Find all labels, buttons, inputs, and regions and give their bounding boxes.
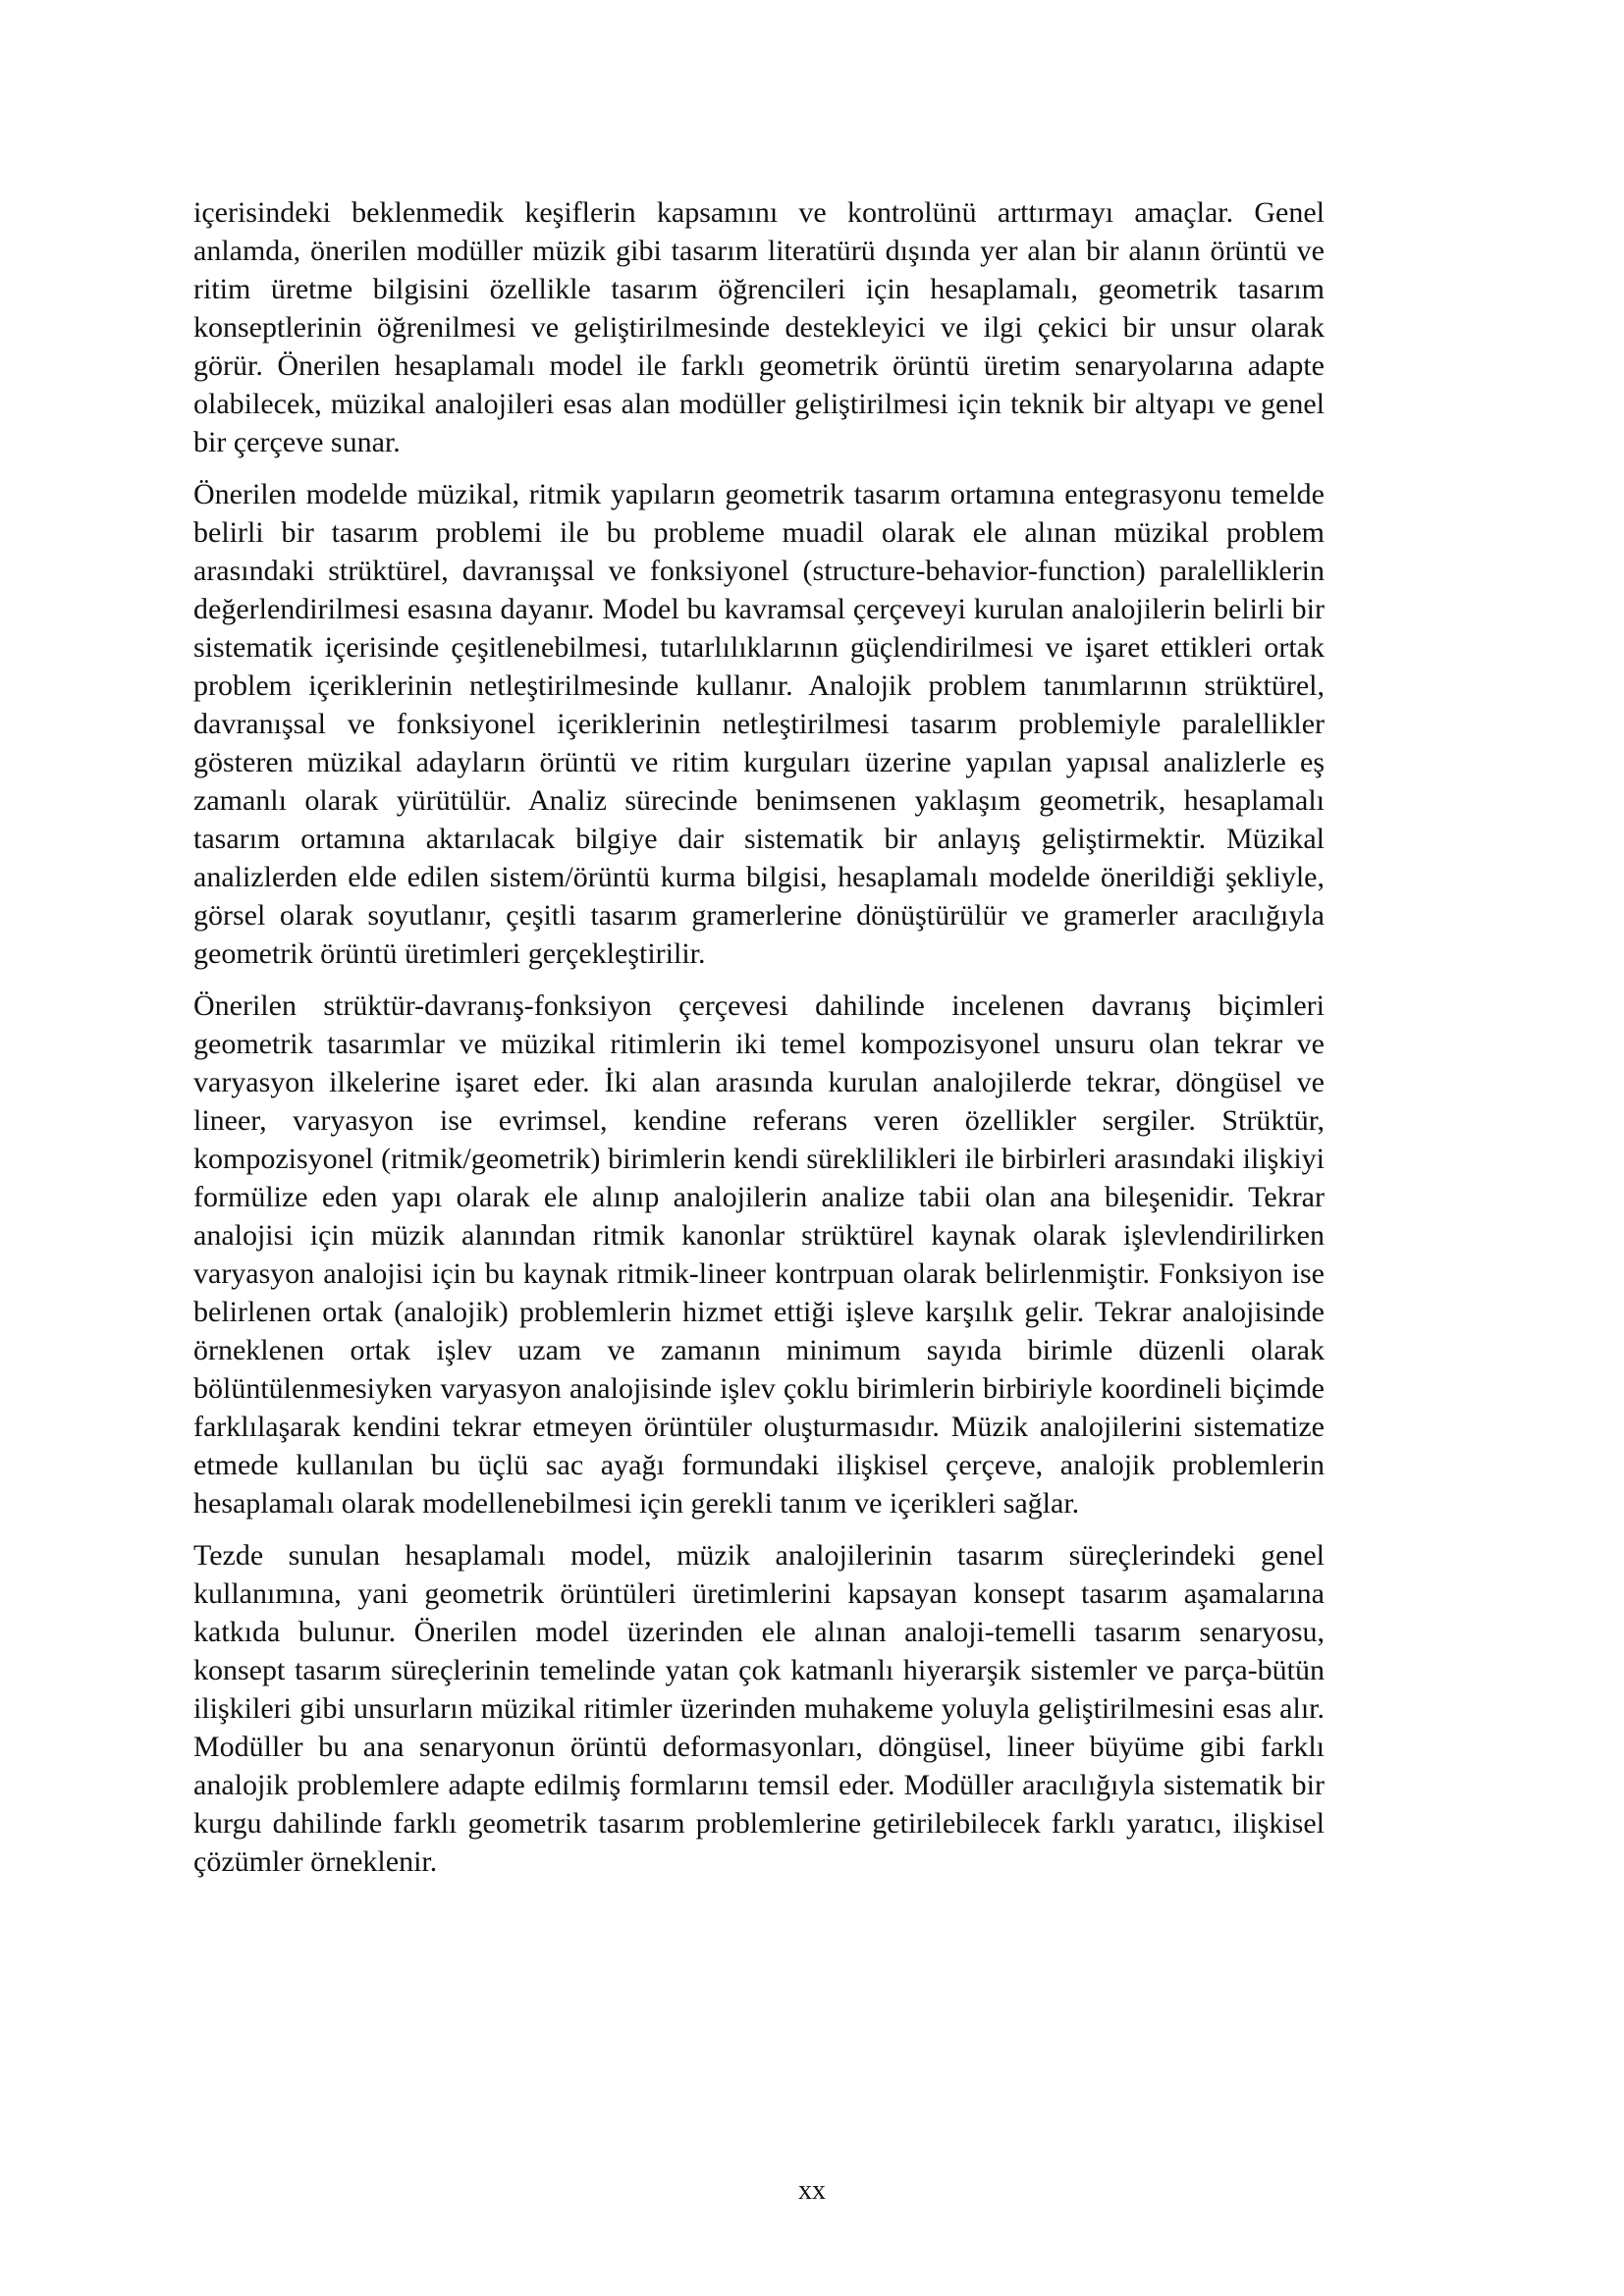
page-number: xx [798,2175,826,2206]
paragraph-1: içerisindeki beklenmedik keşiflerin kapsamını ve kontrolünü arttırmayı amaçlar. Genel anlamda, önerilen modüller müzik gibi tasarım literatürü dışında yer alan bir alanın örüntü ve ritim üretme bilgisini özellikle tasarım öğrencileri için hesaplamalı, geometrik tasarım konseptlerinin öğrenilmesi ve geliştirilmesinde destekleyici ve ilgi çekici bir unsur olarak görür. Önerilen hesaplamalı model ile farklı geometrik örüntü üretim senaryolarına adapte olabilecek, müzikal analojileri esas alan modüller geliştirilmesi için teknik bir altyapı ve genel bir çerçeve sunar. [193,196,1325,458]
paragraph-4: Tezde sunulan hesaplamalı model, müzik analojilerinin tasarım süreçlerindeki genel kullanımına, yani geometrik örüntüleri üretimlerini kapsayan konsept tasarım aşamalarına katkıda bulunur. Önerilen model üzerinden ele alınan analoji-temelli tasarım senaryosu, konsept tasarım süreçlerinin temelinde yatan çok katmanlı hiyerarşik sistemler ve parça-bütün ilişkileri gibi unsurların müzikal ritimler üzerinden muhakeme yoluyla geliştirilmesini esas alır. Modüller bu ana senaryonun örüntü deformasyonları, döngüsel, lineer büyüme gibi farklı analojik problemlere adapte edilmiş formlarını temsil eder. Modüller aracılığıyla sistematik bir kurgu dahilinde farklı geometrik tasarım problemlerine getirilebilecek farklı yaratıcı, ilişkisel çözümler örneklenir. [193,1539,1325,1878]
paragraph-2: Önerilen modelde müzikal, ritmik yapıların geometrik tasarım ortamına entegrasyonu temelde belirli bir tasarım problemi ile bu probleme muadil olarak ele alınan müzikal problem arasındaki strüktürel, davranışsal ve fonksiyonel (structure-behavior-function) paralelliklerin değerlendirilmesi esasına dayanır. Model bu kavramsal çerçeveyi kurulan analojilerin belirli bir sistematik içerisinde çeşitlenebilmesi, tutarlılıklarının güçlendirilmesi ve işaret ettikleri ortak problem içeriklerinin netleştirilmesinde kullanır. Analojik problem tanımlarının strüktürel, davranışsal ve fonksiyonel içeriklerinin netleştirilmesi tasarım problemiyle paralellikler gösteren müzikal adayların örüntü ve ritim kurguları üzerine yapılan yapısal analizlerle eş zamanlı olarak yürütülür. Analiz sürecinde benimsenen yaklaşım geometrik, hesaplamalı tasarım ortamına aktarılacak bilgiye dair sistematik bir anlayış geliştirmektir. Müzikal analizlerden elde edilen sistem/örüntü kurma bilgisi, hesaplamalı modelde önerildiği şekliyle, görsel olarak soyutlanır, çeşitli tasarım gramerlerine dönüştürülür ve gramerler aracılığıyla geometrik örüntü üretimleri gerçekleştirilir. [193,478,1325,970]
paragraph-3: Önerilen strüktür-davranış-fonksiyon çerçevesi dahilinde incelenen davranış biçimleri geometrik tasarımlar ve müzikal ritimlerin iki temel kompozisyonel unsuru olan tekrar ve varyasyon ilkelerine işaret eder. İki alan arasında kurulan analojilerde tekrar, döngüsel ve lineer, varyasyon ise evrimsel, kendine referans veren özellikler sergiler. Strüktür, kompozisyonel (ritmik/geometrik) birimlerin kendi süreklilikleri ile birbirleri arasındaki ilişkiyi formülize eden yapı olarak ele alınıp analojilerin analize tabii olan ana bileşenidir. Tekrar analojisi için müzik alanından ritmik kanonlar strüktürel kaynak olarak işlevlendirilirken varyasyon analojisi için bu kaynak ritmik-lineer kontrpuan olarak belirlenmiştir. Fonksiyon ise belirlenen ortak (analojik) problemlerin hizmet ettiği işleve karşılık gelir. Tekrar analojisinde örneklenen ortak işlev uzam ve zamanın minimum sayıda birimle düzenli olarak bölüntülenmesiyken varyasyon analojisinde işlev çoklu birimlerin birbiriyle koordineli biçimde farklılaşarak kendini tekrar etmeyen örüntüler oluşturmasıdır. Müzik analojilerini sistematize etmede kullanılan bu üçlü sac ayağı formundaki ilişkisel çerçeve, analojik problemlerin hesaplamalı olarak modellenebilmesi için gerekli tanım ve içerikleri sağlar. [193,989,1325,1520]
page-body [193,193,1325,1895]
